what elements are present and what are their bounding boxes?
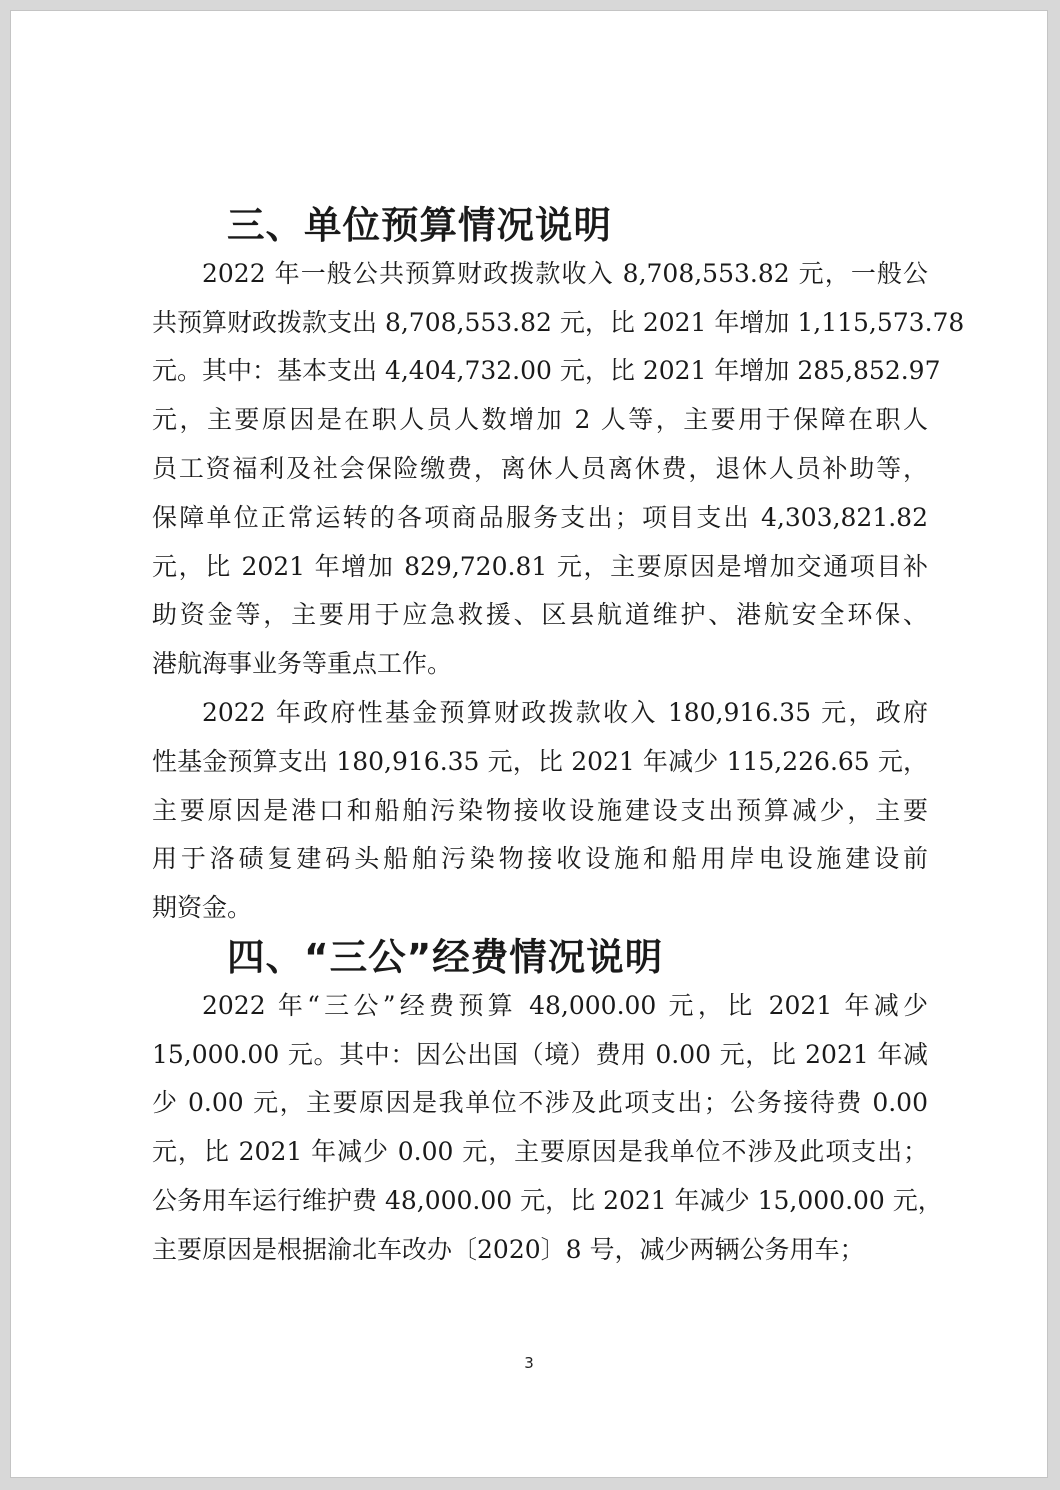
text-line: 用于洛碛复建码头船舶污染物接收设施和船用岸电设施建设前 bbox=[152, 844, 928, 874]
text-line: 主要原因是根据渝北车改办〔2020〕8 号，减少两辆公务用车； bbox=[152, 1234, 865, 1264]
text-line: 公务用车运行维护费 48,000.00 元，比 2021 年减少 15,000.00 元， bbox=[152, 1185, 943, 1215]
text-line: 2022 年“三公”经费预算 48,000.00 元，比 2021 年减少 bbox=[202, 990, 928, 1020]
text-line: 15,000.00 元。其中：因公出国（境）费用 0.00 元，比 2021 年减 bbox=[152, 1039, 928, 1069]
section-heading-unit-budget: 三、单位预算情况说明 bbox=[227, 203, 612, 247]
paragraph-general-budget bbox=[152, 250, 965, 689]
text-line: 元，比 2021 年增加 829,720.81 元，主要原因是增加交通项目补 bbox=[152, 551, 928, 581]
document-page bbox=[10, 10, 1048, 1478]
text-line: 保障单位正常运转的各项商品服务支出；项目支出 4,303,821.82 bbox=[152, 502, 928, 532]
paragraph-government-fund-budget bbox=[152, 689, 928, 933]
text-line: 主要原因是港口和船舶污染物接收设施建设支出预算减少，主要 bbox=[152, 795, 928, 825]
text-line: 元，比 2021 年减少 0.00 元，主要原因是我单位不涉及此项支出； bbox=[152, 1137, 928, 1167]
text-line: 港航海事业务等重点工作。 bbox=[152, 649, 453, 679]
text-line: 2022 年政府性基金预算财政拨款收入 180,916.35 元，政府 bbox=[202, 697, 928, 727]
text-line: 期资金。 bbox=[152, 893, 253, 923]
text-line: 性基金预算支出 180,916.35 元，比 2021 年减少 115,226.65 元， bbox=[152, 746, 928, 776]
document-body bbox=[152, 201, 965, 1275]
text-line: 元，主要原因是在职人员人数增加 2 人等，主要用于保障在职人 bbox=[152, 405, 928, 435]
text-line: 2022 年一般公共预算财政拨款收入 8,708,553.82 元，一般公 bbox=[202, 258, 928, 288]
page-number: 3 bbox=[524, 1354, 534, 1372]
text-line: 共预算财政拨款支出 8,708,553.82 元，比 2021 年增加 1,115,573.78 bbox=[152, 307, 965, 337]
text-line: 助资金等，主要用于应急救援、区县航道维护、港航安全环保、 bbox=[152, 600, 928, 630]
paragraph-three-public-expenses bbox=[152, 982, 943, 1275]
text-line: 元。其中：基本支出 4,404,732.00 元，比 2021 年增加 285,852.97 bbox=[152, 356, 941, 386]
text-line: 少 0.00 元，主要原因是我单位不涉及此项支出；公务接待费 0.00 bbox=[152, 1088, 928, 1118]
text-line: 员工资福利及社会保险缴费，离休人员离休费，退休人员补助等， bbox=[152, 453, 928, 483]
section-heading-three-public-expenses: 四、“三公”经费情况说明 bbox=[227, 934, 664, 979]
